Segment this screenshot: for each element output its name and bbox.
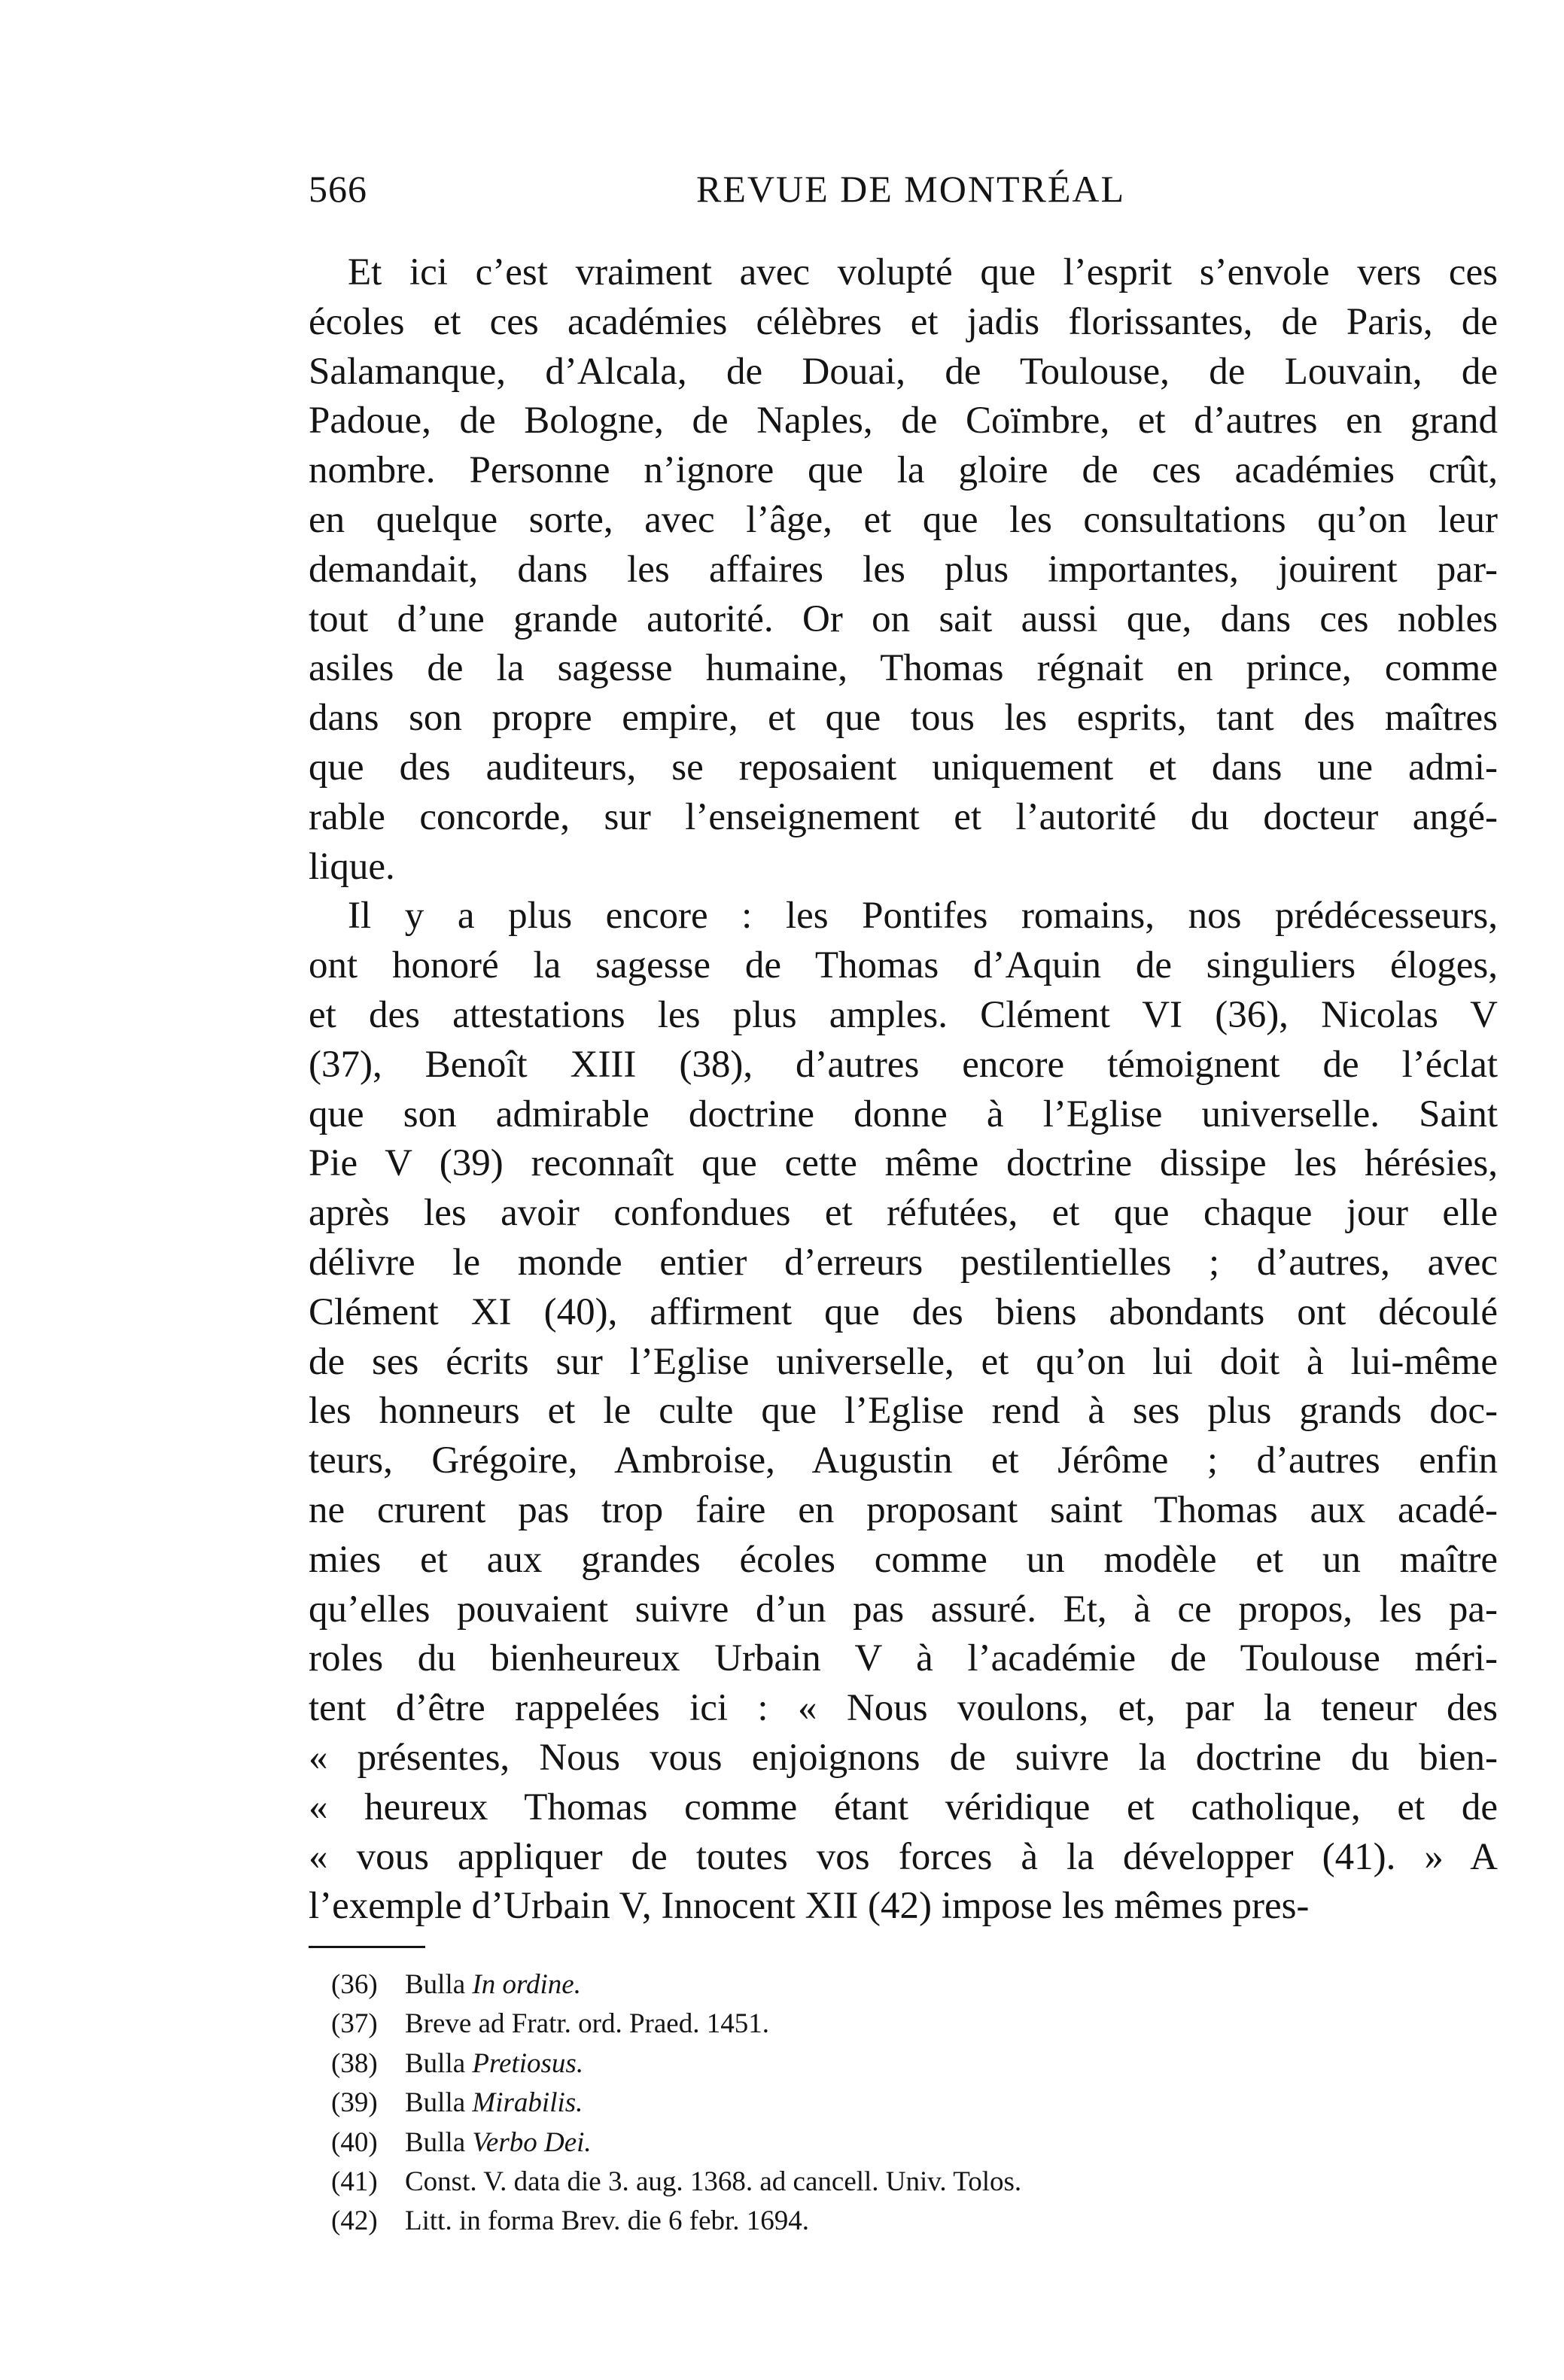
text-line: Salamanque, d’Alcala, de Douai, de Toulouse, de Louvain, de [309,350,1498,393]
footnote-mark: (39) [331,2087,378,2119]
footnote-text [405,2205,809,2236]
footnote [331,2163,1460,2202]
footnote-text-italic: In ordine. [472,1969,581,2000]
footnote-mark: (40) [331,2126,378,2158]
footnote-text [405,2127,592,2158]
footnote-mark: (38) [331,2047,378,2079]
paragraph [309,248,1498,892]
text-line: qu’elles pouvaient suivre d’un pas assuré. Et, à ce propos, les pa- [309,1588,1498,1631]
text-line: et des attestations les plus amples. Clément VI (36), Nicolas V [309,993,1498,1036]
footnote-text [405,1969,581,2000]
page-header [309,167,1498,220]
footnote-text [405,2048,583,2079]
text-line: demandait, dans les affaires les plus importantes, jouirent par- [309,548,1498,591]
footnote [331,2044,1460,2084]
text-line: Et ici c’est vraiment avec volupté que l’esprit s’envole vers ces [348,251,1498,293]
text-line: de ses écrits sur l’Eglise universelle, et qu’on lui doit à lui-même [309,1340,1498,1383]
text-line: tent d’être rappelées ici : « Nous voulons, et, par la teneur des [309,1687,1498,1730]
footnote-rule [309,1946,425,1948]
footnote-text-roman: Bulla [405,2087,473,2119]
text-line: « vous appliquer de toutes vos forces à la développer (41). » A [309,1835,1498,1878]
text-line: « heureux Thomas comme étant véridique et catholique, et de [309,1786,1498,1828]
footnote [331,1965,1460,2005]
text-line: tout d’une grande autorité. Or on sait aussi que, dans ces nobles [309,597,1498,640]
text-line: Padoue, de Bologne, de Naples, de Coïmbre, et d’autres en grand [309,400,1498,442]
body-text [309,248,1498,1932]
footnote-mark: (42) [331,2205,378,2237]
text-line: rable concorde, sur l’enseignement et l’autorité du docteur angé- [309,795,1498,838]
footnote-text-italic: Pretiosus. [472,2047,584,2079]
footnote-text-roman: Litt. in forma Brev. die 6 febr. 1694. [405,2205,810,2237]
text-line: après les avoir confondues et réfutées, et que chaque jour elle [309,1192,1498,1235]
footnote-mark: (41) [331,2166,378,2197]
footnote-text-roman: Bulla [405,2126,473,2158]
text-line: teurs, Grégoire, Ambroise, Augustin et Jérôme ; d’autres enfin [309,1439,1498,1482]
footnotes [331,1965,1460,2242]
text-line: (37), Benoît XIII (38), d’autres encore témoignent de l’éclat [309,1043,1498,1086]
footnote-mark: (36) [331,1969,378,2000]
text-line: Il y a plus encore : les Pontifes romains, nos prédécesseurs, [348,895,1498,938]
text-line: en quelque sorte, avec l’âge, et que les consultations qu’on leur [309,498,1498,541]
text-line: « présentes, Nous vous enjoignons de suivre la doctrine du bien- [309,1736,1498,1779]
text-line: que son admirable doctrine donne à l’Eglise universelle. Saint [309,1093,1498,1135]
footnote-text-italic: Verbo Dei. [472,2126,592,2158]
paragraph [309,892,1498,1932]
text-line: délivre le monde entier d’erreurs pestilentielles ; d’autres, avec [309,1241,1498,1284]
running-title: REVUE DE MONTRÉAL [695,168,1126,210]
text-line: nombre. Personne n’ignore que la gloire de ces académies crût, [309,449,1498,492]
footnote [331,2202,1460,2241]
footnote-text [405,2087,583,2118]
text-line: que des auditeurs, se reposaient uniquement et dans une admi- [309,746,1498,789]
footnote-text-roman: Breve ad Fratr. ord. Praed. 1451. [405,2008,769,2040]
text-line: Clément XI (40), affirment que des biens abondants ont découlé [309,1290,1498,1333]
text-line: dans son propre empire, et que tous les esprits, tant des maîtres [309,697,1498,740]
text-line: écoles et ces académies célèbres et jadis florissantes, de Paris, de [309,300,1498,343]
footnote [331,2005,1460,2044]
text-line: l’exemple d’Urbain V, Innocent XII (42) impose les mêmes pres- [309,1885,1310,1928]
footnote-text-roman: Bulla [405,2047,473,2079]
text-line: Pie V (39) reconnaît que cette même doctrine dissipe les hérésies, [309,1142,1498,1185]
page-number: 566 [309,168,367,210]
footnote-text [405,2166,1021,2197]
text-line: ont honoré la sagesse de Thomas d’Aquin de singuliers éloges, [309,944,1498,987]
footnote [331,2123,1460,2163]
text-line: ne crurent pas trop faire en proposant saint Thomas aux acadé- [309,1488,1498,1531]
footnote-mark: (37) [331,2008,378,2040]
footnote-text [405,2008,769,2039]
text-line: lique. [309,845,395,888]
text-line: roles du bienheureux Urbain V à l’académie de Toulouse méri- [309,1637,1498,1680]
text-line: mies et aux grandes écoles comme un modèle et un maître [309,1538,1498,1581]
footnote-text-roman: Const. V. data die 3. aug. 1368. ad cancell. Univ. Tolos. [405,2166,1022,2197]
footnote [331,2084,1460,2123]
text-line: les honneurs et le culte que l’Eglise rend à ses plus grands doc- [309,1390,1498,1433]
footnote-text-roman: Bulla [405,1969,473,2000]
text-line: asiles de la sagesse humaine, Thomas régnait en prince, comme [309,647,1498,690]
footnote-text-italic: Mirabilis. [472,2087,583,2119]
